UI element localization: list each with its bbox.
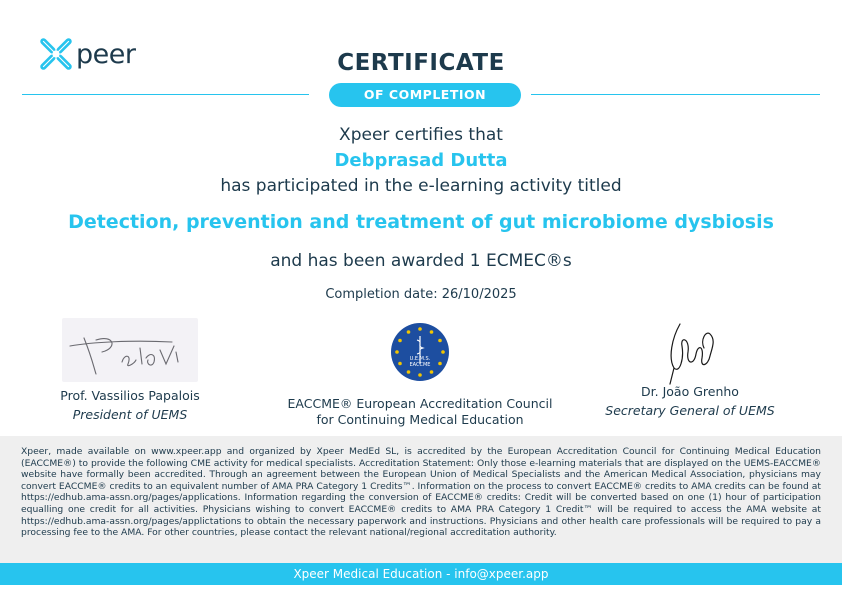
certificate-subtitle-badge: OF COMPLETION xyxy=(329,83,521,107)
badge-line1: U.E.M.S. xyxy=(409,356,431,362)
signatory-left-role: President of UEMS xyxy=(72,407,188,422)
uems-eaccme-badge xyxy=(390,322,450,382)
recipient-name: Debprasad Dutta xyxy=(334,150,508,171)
signatory-left-name: Prof. Vassilios Papalois xyxy=(60,388,200,403)
divider-left xyxy=(22,94,309,95)
signatory-left xyxy=(30,318,230,422)
completion-date: Completion date: 26/10/2025 xyxy=(325,287,517,302)
accreditation-statement-box xyxy=(0,436,842,563)
accreditation-block xyxy=(270,322,570,428)
awarded-text: and has been awarded 1 ECMEC®s xyxy=(270,251,572,271)
signature-grenho xyxy=(650,318,730,388)
signature-papalois xyxy=(62,318,198,382)
signatory-right-role: Secretary General of UEMS xyxy=(605,403,775,418)
signatory-right xyxy=(590,318,790,418)
signatory-right-name: Dr. João Grenho xyxy=(641,384,739,399)
logo-text: peer xyxy=(76,38,136,70)
accreditation-line2: for Continuing Medical Education xyxy=(316,412,524,427)
activity-title: Detection, prevention and treatment of gut microbiome dysbiosis xyxy=(68,211,774,233)
footer-bar: Xpeer Medical Education - info@xpeer.app xyxy=(0,563,842,585)
badge-line2: EACCME xyxy=(409,362,431,368)
certifies-text: Xpeer certifies that xyxy=(339,125,503,145)
divider-right xyxy=(531,94,820,95)
certificate-title: CERTIFICATE xyxy=(337,50,505,76)
participated-text: has participated in the e-learning activity titled xyxy=(220,176,622,196)
accreditation-line1: EACCME® European Accreditation Council xyxy=(287,396,553,411)
accreditation-statement: Xpeer, made available on www.xpeer.app and organized by Xpeer MedEd SL, is accredited by the European Accreditation Council for Continuing Medical Education (EACCME®) to provide the following CME activity for medical specialists. Accreditation Statement: Only those e-learning materials that are displayed on the UEMS-EACCME® website have formally been accredited. Through an agreement between the European Union of Medical Specialists and the American Medical Association, physicians may convert EACCME® credits to an equivalent number of AMA PRA Category 1 Credits™. Information on the process to convert EACCME® credits to AMA credits can be found at https://edhub.ama-assn.org/pages/applications. Information regarding the conversion of EACCME® credits: Credit will be converted based on one (1) hour of participation equalling one credit for all activities. Physicians wishing to convert EACCME® credits to AMA PRA Category 1 Credit™ will be required to access the AMA website at https://edhub.ama-assn.org/pages/applictations to obtain the necessary paperwork and instructions. Physicians and other health care professionals will be required to pay a processing fee to the AMA. For other countries, please contact the relevant national/regional accreditation authority. xyxy=(21,446,821,539)
